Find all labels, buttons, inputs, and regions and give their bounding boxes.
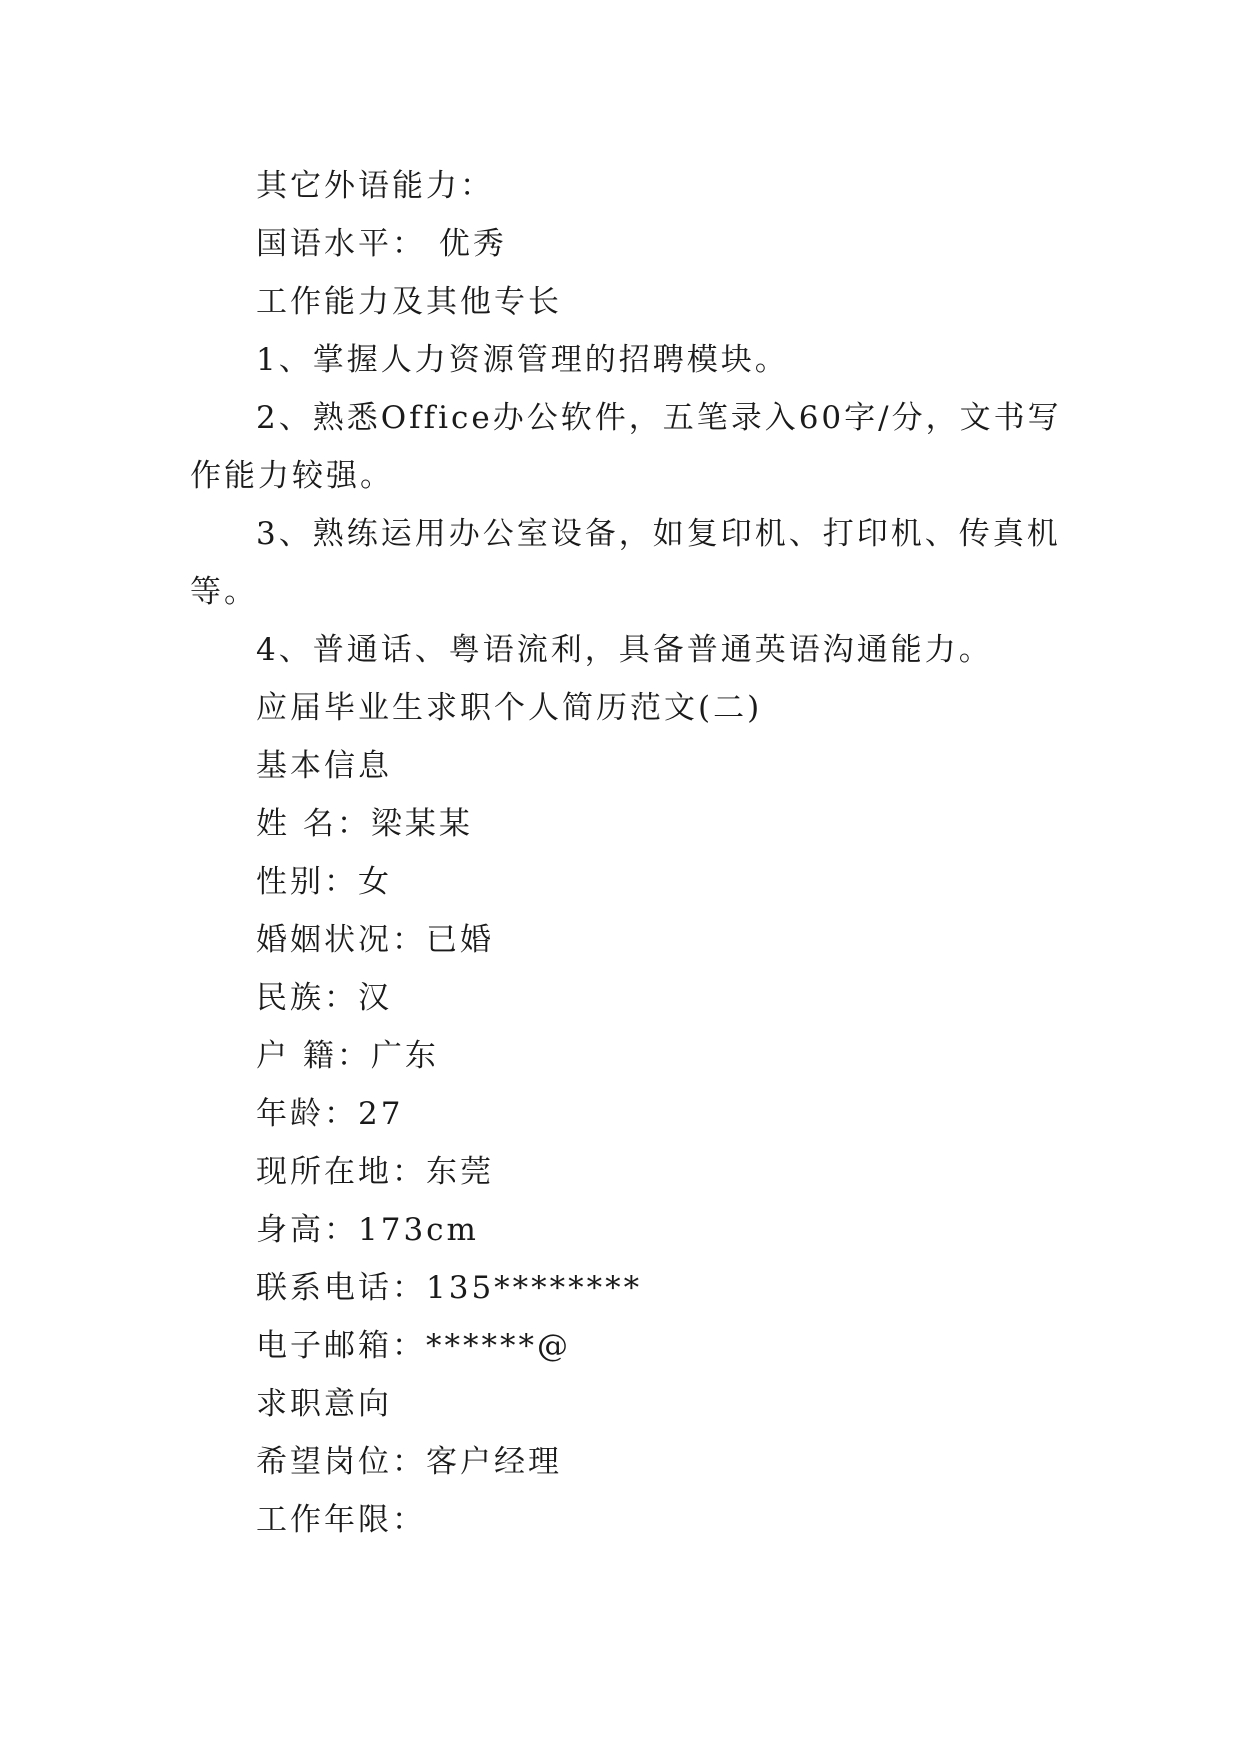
text-line-hukou: 户 籍：广东 xyxy=(256,1038,439,1074)
text-line-skill-1: 1、掌握人力资源管理的招聘模块。 xyxy=(256,342,789,378)
text-line-skill-4: 4、普通话、粤语流利，具备普通英语沟通能力。 xyxy=(256,632,993,668)
text-line-desired-position: 希望岗位：客户经理 xyxy=(256,1444,562,1480)
text-line-phone: 联系电话：135******** xyxy=(256,1270,643,1306)
text-line-skills-heading: 工作能力及其他专长 xyxy=(256,284,562,320)
text-line-other-languages: 其它外语能力： xyxy=(256,168,494,204)
text-line-skill-3: 3、熟练运用办公室设备，如复印机、打印机、传真机 xyxy=(256,516,1061,552)
text-line-gender: 性别：女 xyxy=(256,864,392,900)
text-line-name: 姓 名：梁某某 xyxy=(256,806,473,842)
text-line-job-intention: 求职意向 xyxy=(256,1386,392,1422)
text-line-height: 身高：173cm xyxy=(256,1212,479,1248)
text-line-skill-3-cont: 等。 xyxy=(190,574,258,610)
text-line-marital-status: 婚姻状况：已婚 xyxy=(256,922,494,958)
text-line-skill-2-cont: 作能力较强。 xyxy=(190,458,394,494)
text-line-mandarin-level: 国语水平： 优秀 xyxy=(256,226,507,262)
text-line-basic-info: 基本信息 xyxy=(256,748,392,784)
text-line-location: 现所在地：东莞 xyxy=(256,1154,494,1190)
text-line-age: 年龄：27 xyxy=(256,1096,404,1132)
text-line-work-years: 工作年限： xyxy=(256,1502,426,1538)
text-line-email: 电子邮箱：******@ xyxy=(256,1328,571,1364)
text-line-ethnicity: 民族：汉 xyxy=(256,980,392,1016)
text-line-skill-2: 2、熟悉Office办公软件，五笔录入60字/分，文书写 xyxy=(256,400,1062,436)
text-line-section-title: 应届毕业生求职个人简历范文(二) xyxy=(256,690,763,726)
